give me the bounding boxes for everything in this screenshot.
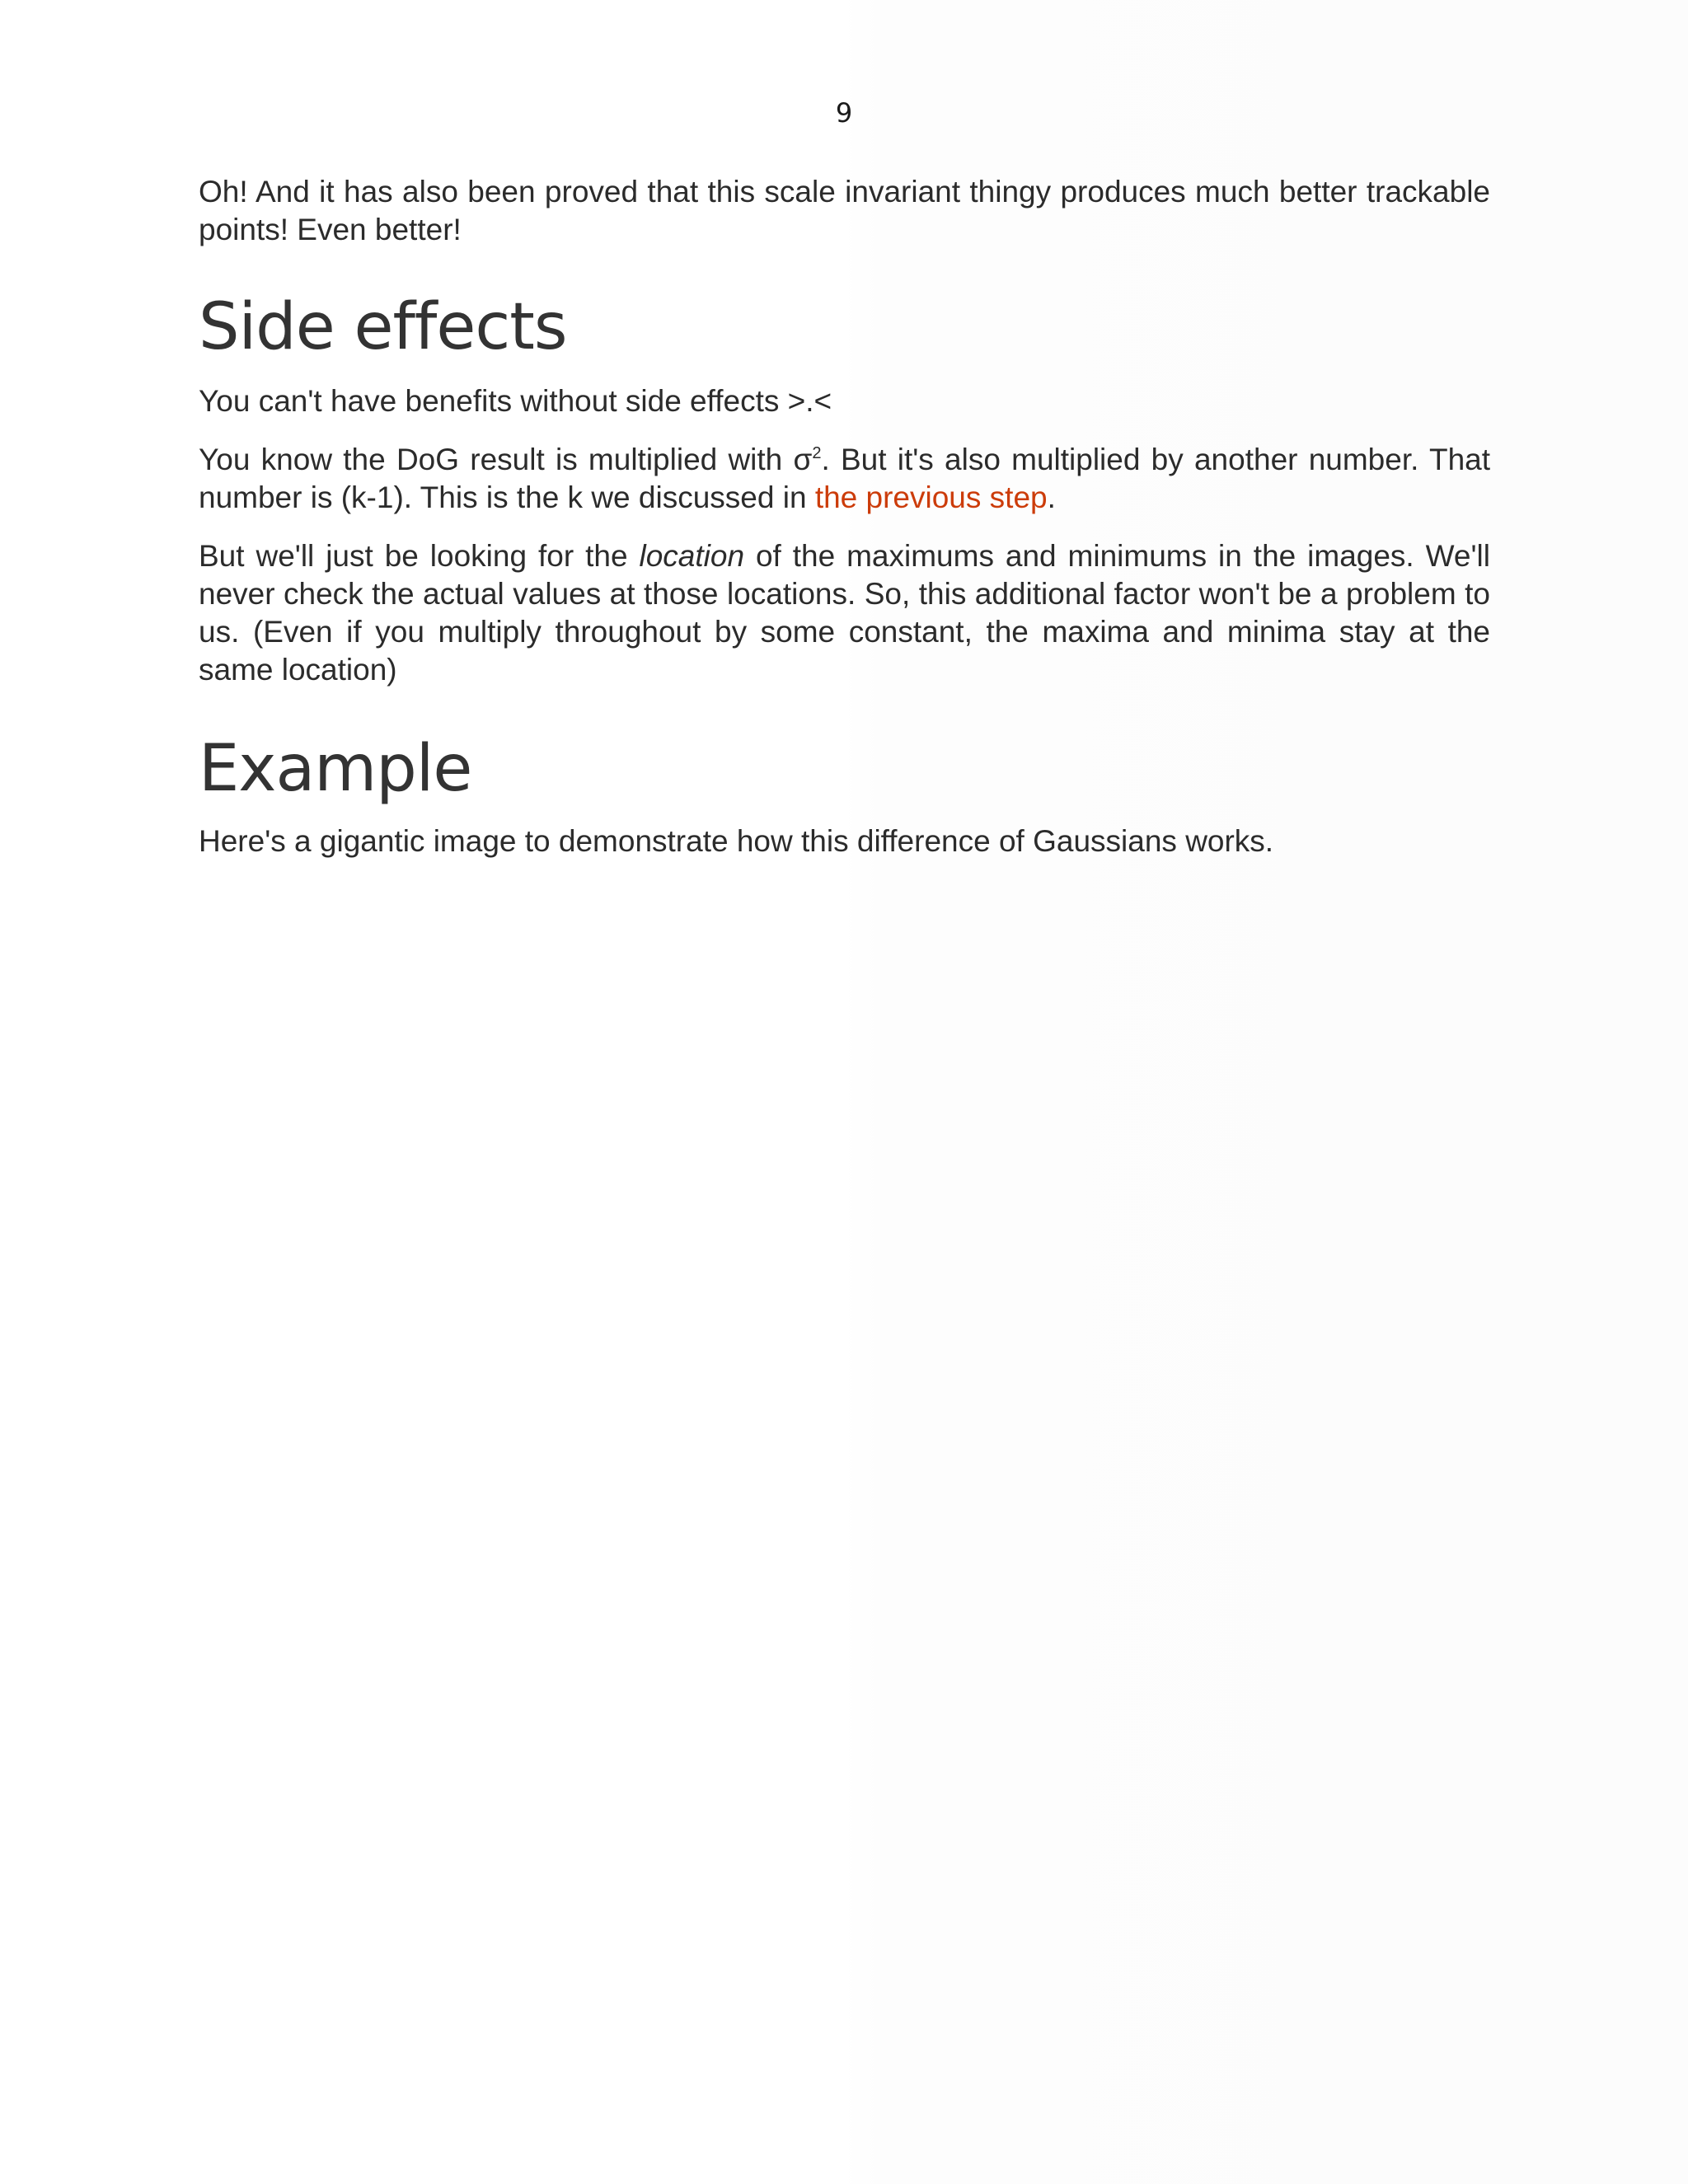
para3-text-end: of the maximums and minimums in the images. We'll never check the actual values at those locations. So, this additional factor won't be a problem to us. (Even if you multiply throughout by some constant, the maxima and minima stay at the same location) (199, 539, 1490, 687)
para2-text-end: . (1047, 480, 1056, 514)
para2-text-middle: . But it's also multiplied by another number. That number is (k-1). This is the k we discussed in (199, 443, 1490, 514)
example-paragraph: Here's a gigantic image to demonstrate how this difference of Gaussians works. (199, 824, 1274, 858)
para3-text-start: But we'll just be looking for the (199, 539, 640, 573)
location-emphasis: location (639, 539, 745, 573)
side-effects-heading: Side effects (199, 290, 567, 364)
page-content (199, 173, 1490, 860)
para2-text-start: You know the DoG result is multiplied with σ (199, 443, 813, 476)
side-effects-paragraph-2 (199, 441, 1490, 517)
page-number: 9 (835, 97, 853, 129)
previous-step-link[interactable]: the previous step (814, 480, 1048, 514)
side-effects-paragraph-1: You can't have benefits without side effects >.< (199, 384, 832, 418)
side-effects-paragraph-3 (199, 537, 1490, 689)
example-heading: Example (199, 732, 472, 806)
intro-paragraph: Oh! And it has also been proved that this scale invariant thingy produces much better trackable points! Even better! (199, 175, 1490, 246)
sigma-superscript: 2 (812, 444, 822, 462)
